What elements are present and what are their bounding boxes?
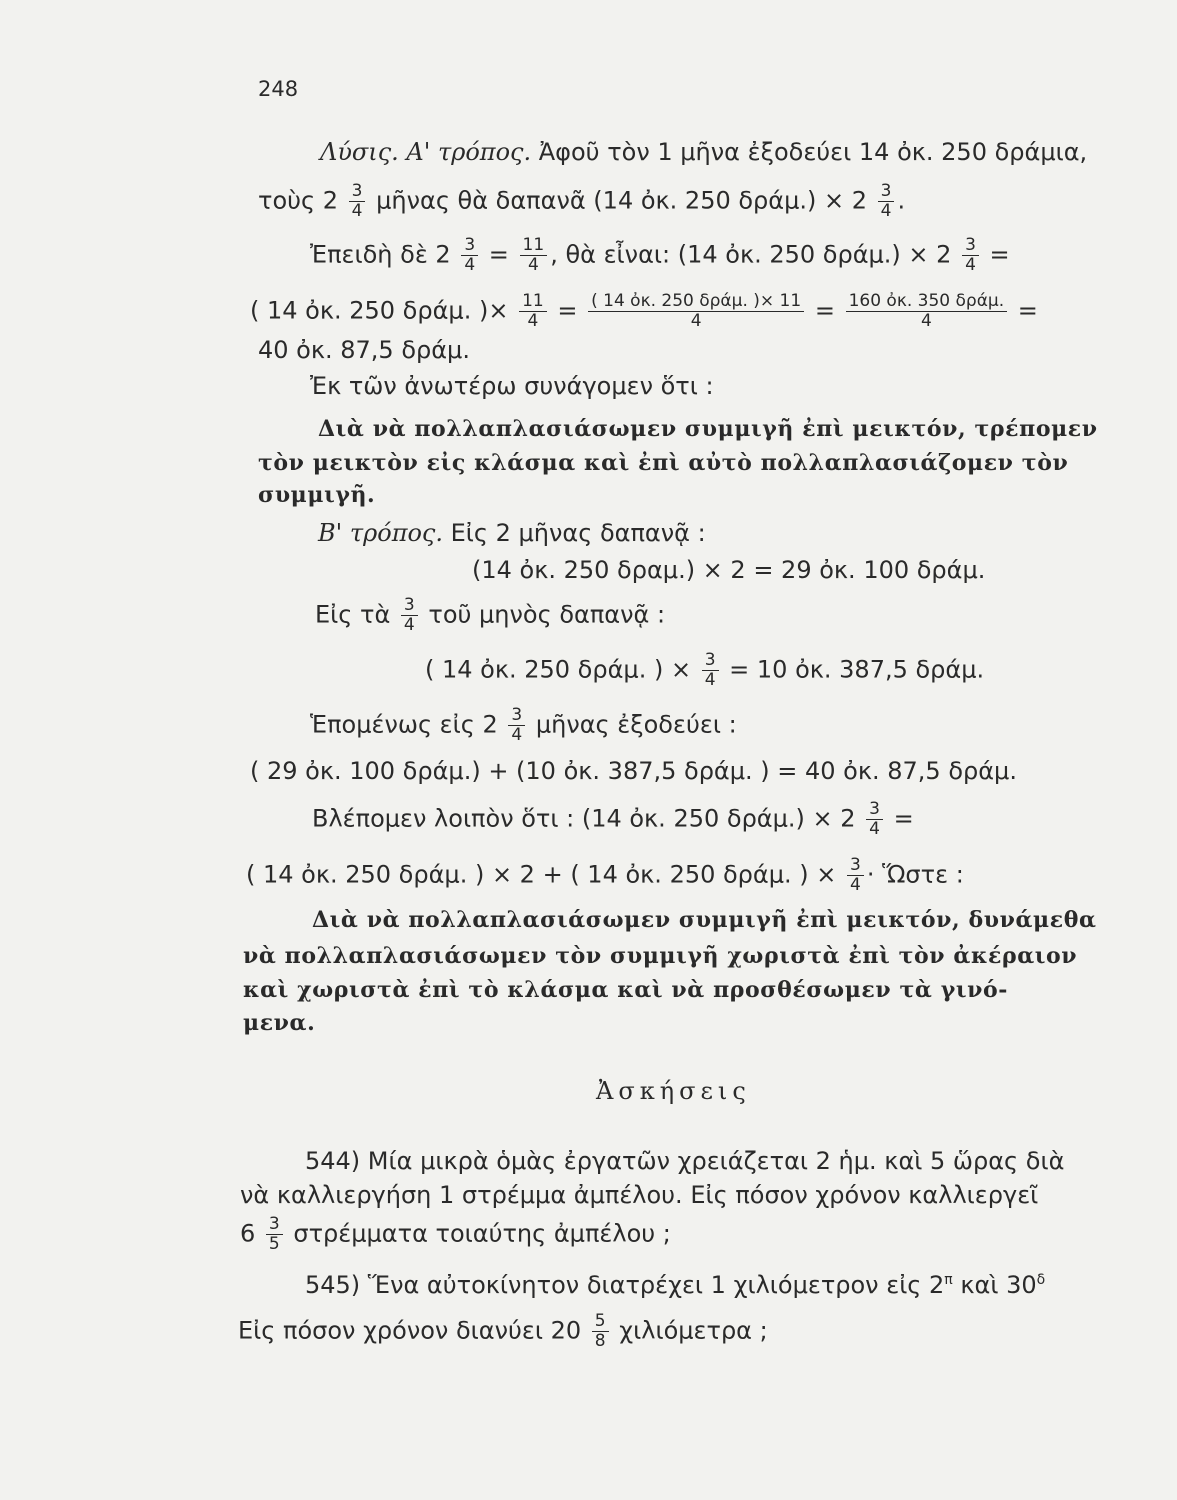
rule-2-line-3: καὶ χωριστὰ ἐπὶ τὸ κλάσμα καὶ νὰ προσθέσωμεν τὰ γινό- (243, 977, 1008, 1003)
fraction-3-4: $\frac{3}{4}$ (866, 800, 883, 839)
solution-line-4 (250, 292, 1038, 331)
method-b-line-1-text: Εἰς 2 μῆνας δαπανᾷ : (450, 519, 706, 547)
method-b-line-8-b: · Ὥστε : (866, 860, 964, 889)
solution-line-2 (258, 182, 905, 221)
solution-line-6: Ἐκ τῶν ἀνωτέρω συνάγομεν ὅτι : (310, 372, 714, 400)
solution-line-3-a: Ἐπειδὴ δὲ 2 (310, 240, 451, 269)
method-b-line-8 (246, 856, 964, 895)
fraction-5-8: $\frac{5}{8}$ (592, 1312, 609, 1351)
exercise-545-line-2 (238, 1312, 768, 1351)
method-b-line-5-b: μῆνας ἐξοδεύει : (535, 710, 737, 739)
exercise-545-line-2-b: χιλιόμετρα ; (619, 1316, 768, 1345)
method-b-line-4-a: ( 14 ὀκ. 250 δράμ. ) × (425, 655, 692, 684)
exercise-544-line-3 (240, 1215, 671, 1254)
rule-2-line-1: Διὰ νὰ πολλαπλασιάσωμεν συμμιγῆ ἐπὶ μεικτόν, δυνάμεθα (312, 907, 1097, 933)
method-b-line-3-a: Εἰς τὰ (315, 600, 391, 629)
exercise-544-line-1: 544) Μία μικρὰ ὁμὰς ἐργατῶν χρειάζεται 2 ἡμ. καὶ 5 ὥρας διὰ (305, 1147, 1065, 1175)
method-b-line-8-a: ( 14 ὀκ. 250 δράμ. ) × 2 + ( 14 ὀκ. 250 δράμ. ) × (246, 860, 837, 889)
equals-sign: = (893, 804, 914, 833)
equals-sign: = (488, 240, 509, 269)
fraction-3-4: $\frac{3}{4}$ (401, 596, 418, 635)
method-b-line-6: ( 29 ὀκ. 100 δράμ.) + (10 ὀκ. 387,5 δράμ. ) = 40 ὀκ. 87,5 δράμ. (250, 757, 1017, 785)
fraction-11-4: $\frac{11}{4}$ (519, 292, 547, 331)
fraction-3-4: $\frac{3}{4}$ (847, 856, 864, 895)
solution-line-2-a: τοὺς 2 (258, 186, 339, 215)
solution-line-2-b: μῆνας θὰ δαπανᾶ (14 ὀκ. 250 δράμ.) × 2 (376, 186, 867, 215)
rule-1-line-3: συμμιγῆ. (258, 482, 376, 508)
method-b-line-4 (425, 651, 984, 690)
superscript-pi: π (944, 1272, 953, 1288)
method-b-line-4-b: = 10 ὀκ. 387,5 δράμ. (729, 655, 985, 684)
method-b-line-3-b: τοῦ μηνὸς δαπανᾷ : (428, 600, 666, 629)
fraction-3-4: $\frac{3}{4}$ (461, 236, 478, 275)
equals-sign: = (557, 296, 578, 325)
fraction-3-4: $\frac{3}{4}$ (702, 651, 719, 690)
exercise-544-line-2: νὰ καλλιεργήση 1 στρέμμα ἀμπέλου. Εἰς πόσον χρόνον καλλιεργεῖ (240, 1181, 1039, 1209)
equals-sign: = (814, 296, 835, 325)
solution-line-2-c: . (897, 186, 906, 215)
solution-line-1-text: Ἀφοῦ τὸν 1 μῆνα ἐξοδεύει 14 ὀκ. 250 δράμια, (538, 138, 1088, 166)
equals-sign: = (1017, 296, 1038, 325)
method-b-line-5 (310, 706, 737, 745)
solution-line-5: 40 ὀκ. 87,5 δράμ. (258, 336, 470, 364)
page-number: 248 (258, 77, 299, 101)
exercise-544-line-3-a: 6 (240, 1219, 256, 1248)
rule-1-line-1: Διὰ νὰ πολλαπλασιάσωμεν συμμιγῆ ἐπὶ μεικτόν, τρέπομεν (318, 416, 1098, 442)
exercises-heading: Ἀσκήσεις (596, 1077, 751, 1105)
fraction-11-4: $\frac{11}{4}$ (520, 236, 548, 275)
rule-2-line-4: μενα. (243, 1010, 316, 1036)
fraction-3-4: $\frac{3}{4}$ (878, 182, 895, 221)
exercise-545-line-2-a: Εἰς πόσον χρόνον διανύει 20 (238, 1316, 582, 1345)
fraction-3-4: $\frac{3}{4}$ (962, 236, 979, 275)
rule-2-line-2: νὰ πολλαπλασιάσωμεν τὸν συμμιγῆ χωριστὰ ἐπὶ τὸν ἀκέραιον (243, 943, 1078, 969)
fraction-product: $\frac{\text{( 14 ὀκ. 250 δράμ. )× 11}}{4}$ (588, 292, 804, 331)
solution-label: Λύσις. Α' τρόπος. (320, 138, 532, 166)
method-b-line-5-a: Ἑπομένως εἰς 2 (310, 710, 498, 739)
method-b-line-7-a: Βλέπομεν λοιπὸν ὅτι : (14 ὀκ. 250 δράμ.) × 2 (312, 804, 856, 833)
fraction-3-4: $\frac{3}{4}$ (349, 182, 366, 221)
fraction-3-4: $\frac{3}{4}$ (508, 706, 525, 745)
solution-line-1 (320, 137, 1087, 167)
superscript-delta: δ (1036, 1272, 1046, 1288)
method-b-line-2: (14 ὀκ. 250 δραμ.) × 2 = 29 ὀκ. 100 δράμ. (472, 556, 986, 584)
solution-line-3 (310, 236, 1010, 275)
method-b-line-7 (312, 800, 914, 839)
equals-sign: = (989, 240, 1010, 269)
solution-line-4-a: ( 14 ὀκ. 250 δράμ. )× (250, 296, 509, 325)
fraction-3-5: $\frac{3}{5}$ (266, 1215, 283, 1254)
fraction-result: $\frac{\text{160 ὀκ. 350 δράμ.}}{4}$ (846, 292, 1008, 331)
method-b-line-3 (315, 596, 665, 635)
method-b-label: Β' τρόπος. (318, 519, 443, 547)
exercise-545-line-1-a: 545) Ἕνα αὐτοκίνητον διατρέχει 1 χιλιόμετρον εἰς 2 (305, 1271, 945, 1299)
method-b-line-1 (318, 518, 706, 548)
rule-1-line-2: τὸν μεικτὸν εἰς κλάσμα καὶ ἐπὶ αὐτὸ πολλαπλασιάζομεν τὸν (258, 450, 1069, 476)
exercise-544-line-3-b: στρέμματα τοιαύτης ἀμπέλου ; (293, 1219, 671, 1248)
exercise-545-line-1 (305, 1265, 1045, 1300)
solution-line-3-b: , θὰ εἶναι: (14 ὀκ. 250 δράμ.) × 2 (550, 240, 952, 269)
exercise-545-line-1-b: καὶ 30 (960, 1271, 1037, 1299)
